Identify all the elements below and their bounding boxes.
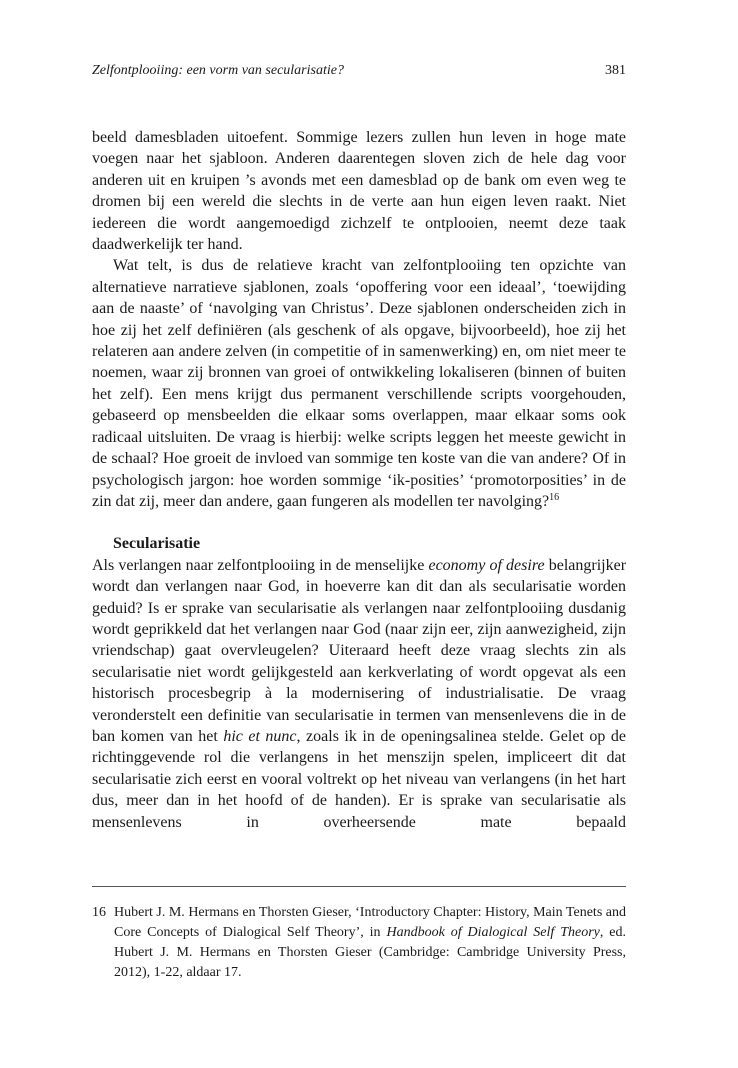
footnote-divider (92, 886, 626, 887)
footnote-text-a: Hubert J. M. Hermans en Thorsten Gieser, ‘Introductory Chapter: History, Main Tenets and Core Concepts of Dialogical Self Theory’, in (114, 905, 626, 940)
paragraph-2-text: Wat telt, is dus de relatieve kracht van zelfontplooiing ten opzichte van alternatieve narratieve sjablonen, zoals ‘opoffering voor een ideaal’, ‘toewijding aan de naaste’ of ‘navolging van Christus’. Deze sjablonen onderscheiden zich in hoe zij het zelf definiëren (als geschenk of als opgave, bijvoorbeeld), hoe zij het relateren aan andere zelven (in competitie of in samenwerking) en, om niet meer te noemen, waar zij bronnen van groei of ontwikkeling lokaliseren (binnen of buiten het zelf). Een mens krijgt dus permanent verschillende scripts voorgehouden, gebaseerd op mensbeelden die elkaar soms overlappen, maar elkaar soms ook radicaal uitsluiten. De vraag is hierbij: welke scripts leggen het meeste gewicht in de schaal? Hoe groeit de invloed van sommige ten koste van die van andere? Of in psychologisch jargon: hoe worden sommige ‘ik-posities’ ‘promotorposities’ in de zin dat zij, meer dan andere, gaan fungeren als modellen ter navolging? (92, 257, 626, 510)
paragraph-3-text-a: Als verlangen naar zelfontplooiing in de menselijke (92, 556, 429, 574)
paragraph-2 (92, 255, 626, 512)
footnote-book-title: Handbook of Dialogical Self Theory (386, 925, 600, 940)
paragraph-1: beeld damesbladen uitoefent. Sommige lezers zullen hun leven in hoge mate voegen naar het sjabloon. Anderen daarentegen sloven zich de hele dag voor anderen uit en kruipen ’s avonds met een damesblad op de bank om even weg te dromen bij een wereld die slechts in de verte aan hun eigen leven raakt. Niet iedereen die wordt aangemoedigd zichzelf te ontplooien, neemt deze taak daadwerkelijk ter hand. (92, 129, 626, 254)
section-heading: Secularisatie (113, 535, 201, 553)
paragraph-3-text-b: belangrijker wordt dan verlangen naar God, in hoeverre kan dit dan als secularisatie worden geduid? Is er sprake van secularisatie als verlangen naar zelfontplooiing dusdanig wordt geprikkeld dat het verlangen naar God (naar zijn eer, zijn aanwezigheid, zijn vriendschap) gaat overvleugelen? Uiteraard heeft deze vraag slechts zin als secularisatie niet wordt gelijkgesteld aan kerkverlating of wordt opgevat als een historisch procesbegrip à la modernisering of industrialisatie. De vraag veronderstelt een definitie van secularisatie in termen van mensenlevens die in de ban komen van het (92, 556, 627, 745)
book-page (92, 0, 626, 1068)
footnote-reference[interactable]: 16 (549, 491, 560, 503)
paragraph-3 (92, 555, 626, 833)
footnote-body (114, 903, 626, 983)
paragraph-3-italic-a: economy of desire (428, 556, 545, 574)
page-number: 381 (605, 63, 626, 78)
paragraph-3-text-c: , zoals ik in de openingsalinea stelde. Gelet op de richtinggevende rol die verlangens in het menszijn spelen, impliceert dit dat secularisatie zich eerst en vooral voltrekt op het niveau van verlangens (in het hart dus, meer dan in het hoofd of de handen). Er is sprake van secularisatie als mensenlevens in overheersende mate bepaald (92, 727, 627, 831)
paragraph-3-italic-b: hic et nunc (223, 727, 297, 745)
footnote-number: 16 (92, 905, 106, 920)
footnote (92, 903, 626, 983)
body-text (92, 127, 626, 833)
footnote-text-b: , ed. Hubert J. M. Hermans en Thorsten Gieser (Cambridge: Cambridge University Press, 2012), 1-22, aldaar 17. (114, 925, 626, 980)
running-head-title: Zelfontplooiing: een vorm van secularisatie? (92, 63, 344, 78)
running-head (92, 63, 626, 83)
